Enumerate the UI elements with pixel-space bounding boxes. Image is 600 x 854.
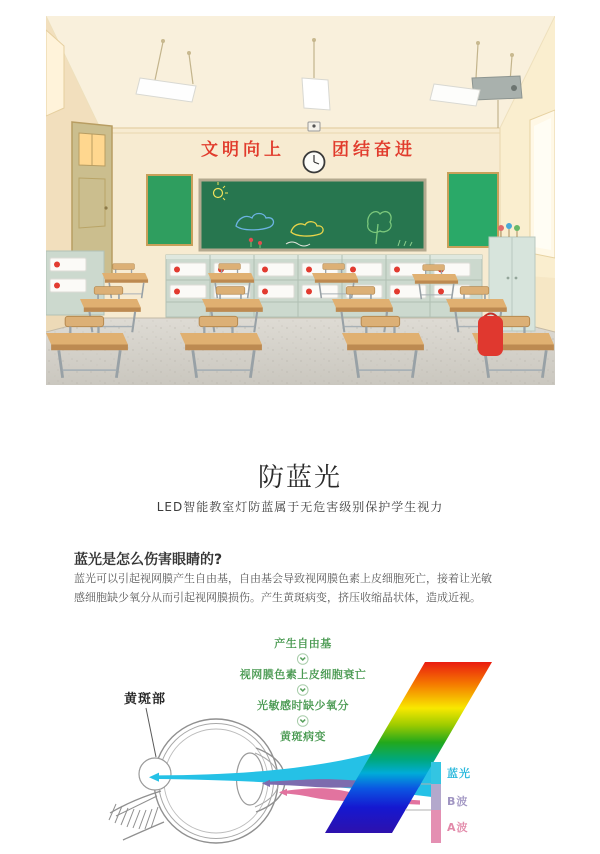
blackboard xyxy=(200,180,425,250)
flow-step-1: 产生自由基 xyxy=(274,637,332,650)
page-subtitle: LED智能教室灯防蓝属于无危害级别保护学生视力 xyxy=(156,500,444,514)
macula-pointer-line xyxy=(146,708,156,757)
article-body: 蓝光可以引起视网膜产生自由基，自由基会导致视网膜色素上皮细胞死亡，接着让光敏感细胞缺少氧分从而引起视网膜损伤。产生黄斑病变，挤压收缩晶状体，造成近视。 xyxy=(74,572,492,604)
wall-clock xyxy=(304,152,325,173)
chevron-down-circle-icon xyxy=(297,715,309,727)
classroom-illustration xyxy=(46,16,555,385)
a-wave-label: A波 xyxy=(447,821,469,834)
blue-light-diagram xyxy=(0,624,600,854)
page-title: 防蓝光 xyxy=(257,463,342,494)
ceiling xyxy=(46,16,555,128)
flow-step-4: 黄斑病变 xyxy=(280,730,326,743)
classroom-photo xyxy=(46,16,555,385)
chevron-down-circle-icon xyxy=(297,684,309,696)
macula-label: 黄斑部 xyxy=(124,692,167,707)
red-bag xyxy=(478,316,503,356)
flow-step-3: 光敏感时缺少氧分 xyxy=(257,699,349,712)
flow-step-2: 视网膜色素上皮细胞衰亡 xyxy=(239,668,367,681)
article-heading: 蓝光是怎么伤害眼睛的? xyxy=(74,551,223,568)
blue-light-label: 蓝光 xyxy=(447,767,471,780)
b-wave-label: B波 xyxy=(447,795,469,808)
macula-circle xyxy=(139,758,171,790)
right-pinboard xyxy=(448,173,498,247)
chevron-down-circle-icon xyxy=(297,653,309,665)
left-pinboard xyxy=(147,175,192,245)
banner-text-right: 团结奋进 xyxy=(332,140,416,160)
damage-flowchart xyxy=(240,636,367,744)
banner-text-left: 文明向上 xyxy=(201,140,285,160)
